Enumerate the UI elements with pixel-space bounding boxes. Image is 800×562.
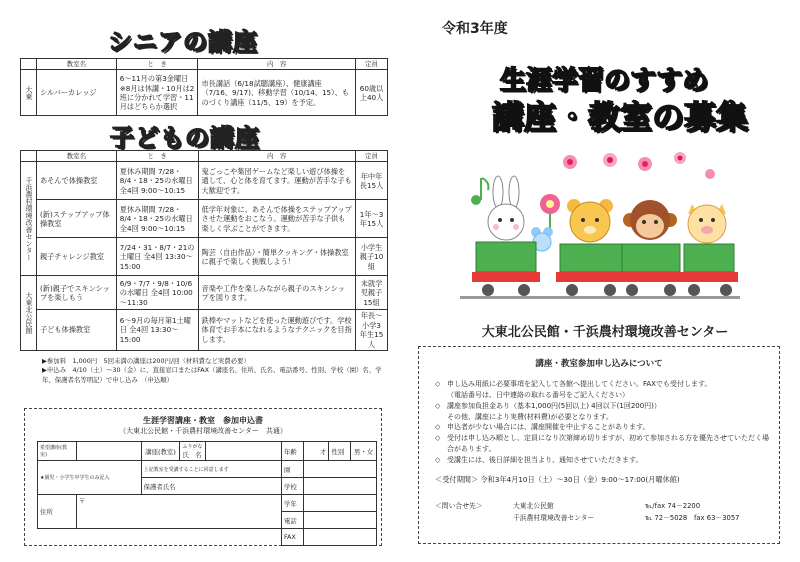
kids-section-title: 子どもの講座 [110, 124, 260, 152]
course-when: 夏休み期間 7/28・8/4・18・25の水曜日 全4回 9:00～10:15 [116, 162, 198, 200]
diamond-icon: ◇ [435, 434, 441, 443]
age-field[interactable] [303, 442, 329, 461]
diamond-icon: ◇ [435, 423, 441, 432]
flower-icon [705, 169, 715, 179]
form-table [37, 441, 377, 546]
list-item: その他、講座により実費(材料費)が必要となります。 [447, 412, 613, 421]
kids-course-table [20, 150, 388, 351]
application-info-box [418, 346, 780, 544]
table-header-row [21, 151, 388, 162]
course-content: 陶芸（自由作品）・簡単クッキング・体操教室に親子で楽しく挑戦しよう！ [198, 238, 355, 276]
label-phone: 電話 [281, 512, 303, 529]
label-postal: 〒 [78, 497, 86, 505]
address-field[interactable] [76, 495, 281, 529]
label-school: 学校 [281, 478, 303, 495]
fax-field[interactable] [303, 529, 376, 546]
contact-label: ＜問い合せ先＞ [435, 502, 483, 510]
venue-label: 大東北公民館 [21, 276, 37, 350]
table-row [21, 310, 388, 350]
diamond-icon: ◇ [435, 455, 441, 464]
course-when: 6/9・7/7・9/8・10/6の水曜日 全4回 10:00～11:30 [116, 276, 198, 310]
header-content: 内 容 [198, 151, 355, 162]
course-field[interactable] [76, 442, 141, 461]
period-value: 令和3年4月10日（土）～30日（金）9:00～17:00(月曜休館) [480, 475, 680, 484]
table-row [21, 70, 388, 116]
diamond-icon: ◇ [435, 380, 441, 388]
label-fax: FAX [281, 529, 303, 546]
bear-icon [567, 199, 613, 242]
form-title: 生涯学習講座・教室 参加申込書 [143, 416, 263, 425]
train-car [618, 244, 684, 296]
header-when: と き [116, 59, 198, 70]
course-name: 親子チャレンジ教室 [36, 238, 116, 276]
fee-note: ▶参加料 1,000円 5回未満の講座は200円/回（材料費など実費必要） [42, 357, 250, 365]
header-content: 内 容 [198, 59, 356, 70]
application-period [435, 475, 680, 485]
course-capacity: 未就学児親子15組 [356, 276, 388, 310]
monkey-icon [623, 200, 677, 240]
school-group-field[interactable] [303, 461, 376, 478]
label-guardian: 保護者氏名 [143, 482, 176, 491]
train-car [556, 244, 626, 296]
contact1-name: 大東北公民館 [513, 502, 554, 510]
list-item: ◇ 申し込み用紙に必要事項を記入して各館へ提出してください。FAXでも受付します。 [435, 380, 712, 388]
label-consent: 上記教室を受講することに同意します [141, 461, 281, 478]
label-female: 女 [366, 447, 374, 456]
phone-field[interactable] [303, 512, 376, 529]
header-when: と き [116, 151, 198, 162]
period-label: ＜受付期間＞ [435, 475, 479, 484]
list-item: （電話番号は、日中連絡の取れる番号をご記入ください） [447, 390, 629, 399]
label-required-course: 希望講座(教室) [38, 442, 77, 461]
label-course: 講座(教室) [141, 442, 180, 461]
label-address: 住所 [38, 495, 77, 529]
flower-icon [563, 155, 577, 169]
label-male: 男 [353, 447, 361, 456]
pig-icon [688, 204, 726, 243]
info-title: 講座・教室参加申し込みについて [535, 359, 663, 369]
senior-course-table [20, 58, 388, 116]
course-when: 6～9月の毎月第1土曜日 全4回 13:30～15:00 [116, 310, 198, 350]
flower-icon [674, 152, 686, 164]
course-name: 子ども体操教室 [36, 310, 116, 350]
guardian-field[interactable] [141, 478, 281, 495]
table-header-row [21, 59, 388, 70]
course-name: (新)ステップアップ体操教室 [36, 200, 116, 238]
venue-label: 千浜農村環境改善センター [21, 162, 37, 276]
right-page [400, 0, 800, 562]
label-gender: 性別 [329, 442, 351, 461]
table-row [21, 238, 388, 276]
course-name: あそんで体操教室 [36, 162, 116, 200]
header-capacity: 定員 [356, 151, 388, 162]
fee-notes [42, 357, 387, 385]
course-name: シルバーカレッジ [36, 70, 116, 116]
label-grade: 学年 [281, 495, 303, 512]
header-course-name: 教室名 [36, 59, 116, 70]
rabbit-icon [488, 176, 524, 240]
course-capacity: 小学生親子10組 [356, 238, 388, 276]
rail-line [460, 296, 740, 299]
senior-section-title: シニアの講座 [108, 28, 258, 56]
organization-name: 大東北公民館・千浜農村環境改善センター [481, 325, 729, 340]
list-item: ◇ 講座参加負担金あり（基本1,000円(5回以上) 4回以下(1回200円)） [435, 401, 661, 410]
main-title-line1: 生涯学習のすすめ [500, 66, 709, 96]
table-row [21, 200, 388, 238]
list-item: ◇ 受講生には、後日詳細を担当より、通知させていただきます。 [435, 455, 643, 464]
course-when: 夏休み期間 7/28・8/4・18・25の水曜日 全4回 9:00～10:15 [116, 200, 198, 238]
grade-field[interactable] [303, 495, 376, 512]
course-capacity: 年中年長15人 [356, 162, 388, 200]
music-note-icon [471, 178, 488, 205]
header-capacity: 定員 [356, 59, 388, 70]
course-when: 6～11月の第3金曜日 ※8月は休講・10月は2班に分かれて学習・11月はどちらか選択 [116, 70, 198, 116]
table-row [21, 276, 388, 310]
contact2-numbers: ℡ 72－5028 fax 63－3057 [645, 513, 740, 522]
flower-icon [638, 157, 652, 171]
train-car [680, 244, 738, 296]
course-capacity: 1年～3年15人 [356, 200, 388, 238]
application-form [24, 408, 382, 546]
label-age: 年齢 [281, 442, 303, 461]
contact1-numbers: ℡/fax 74－2200 [645, 502, 701, 510]
course-when: 7/24・31・8/7・21の土曜日 全4回 13:30～15:00 [116, 238, 198, 276]
label-school-group: 園 [281, 461, 303, 478]
animal-train-illustration [440, 140, 740, 320]
label-child-only: ★園児・小学生中学生のみ記入 [38, 461, 142, 495]
header-course-name: 教室名 [36, 151, 116, 162]
course-content: 低学年対象に、あそんで体操をステップアップさせた運動をおこなう。運動が苦手な子供も楽しく学ぶことができます。 [198, 200, 355, 238]
fiscal-year: 令和3年度 [442, 21, 508, 37]
train-car [472, 242, 540, 296]
school-field[interactable] [303, 478, 376, 495]
venue-label: 大東 [21, 70, 37, 116]
table-row [21, 162, 388, 200]
label-age-unit: 才 [320, 447, 327, 456]
info-list [435, 379, 769, 466]
course-content: 鉄棒やマットなどを使った運動遊びです。学校体育でお手本になれるようなテクニックを目指します。 [198, 310, 355, 350]
gender-field[interactable]: 男・女 [351, 442, 377, 461]
list-item: ◇ 申込者が少ない場合には、講座開催を中止することがあります。 [435, 423, 650, 432]
course-capacity: 60歳以上40人 [356, 70, 388, 116]
list-item: ◇ 受付は申し込み順とし、定員になり次第締め切りますが、初めて参加される方を優先させていただく場合があります。 [435, 434, 769, 454]
course-content: 鬼ごっこや集団ゲームなど楽しい遊び体操を通して、心と体を育てます。運動が苦手な子も大歓迎です。 [198, 162, 355, 200]
course-content: 音楽や工作を楽しみながら親子のスキンシップを図ります。 [198, 276, 355, 310]
name-field[interactable] [206, 442, 282, 461]
label-furigana: ふりがな [182, 444, 203, 450]
contact2-name: 千浜農村環境改善センター [513, 513, 595, 522]
form-subtitle: （大東北公民館・千浜農村環境改善センター 共通） [119, 427, 287, 435]
course-content: 市長講話（6/18試聴講座）、健康講座（7/16、9/17)、移動学習（10/14、15）、ものづくり講座（11/5、19）を予定。 [198, 70, 356, 116]
apply-note: ▶申込み 4/10（土）～30（金）に、直接窓口またはFAX（講座名、住所、氏名、電話番号、性別、学校（園）名、学年、保護者名等明記）で申し込み （申込順） [42, 366, 382, 384]
course-capacity: 年長～小学3年生15人 [356, 310, 388, 350]
flower-icon [603, 153, 617, 167]
diamond-icon: ◇ [435, 401, 441, 410]
course-name: (新)親子でスキンシップを楽しもう [36, 276, 116, 310]
main-title-line2: 講座・教室の募集 [492, 98, 749, 136]
label-name: 氏 名 [182, 451, 202, 459]
